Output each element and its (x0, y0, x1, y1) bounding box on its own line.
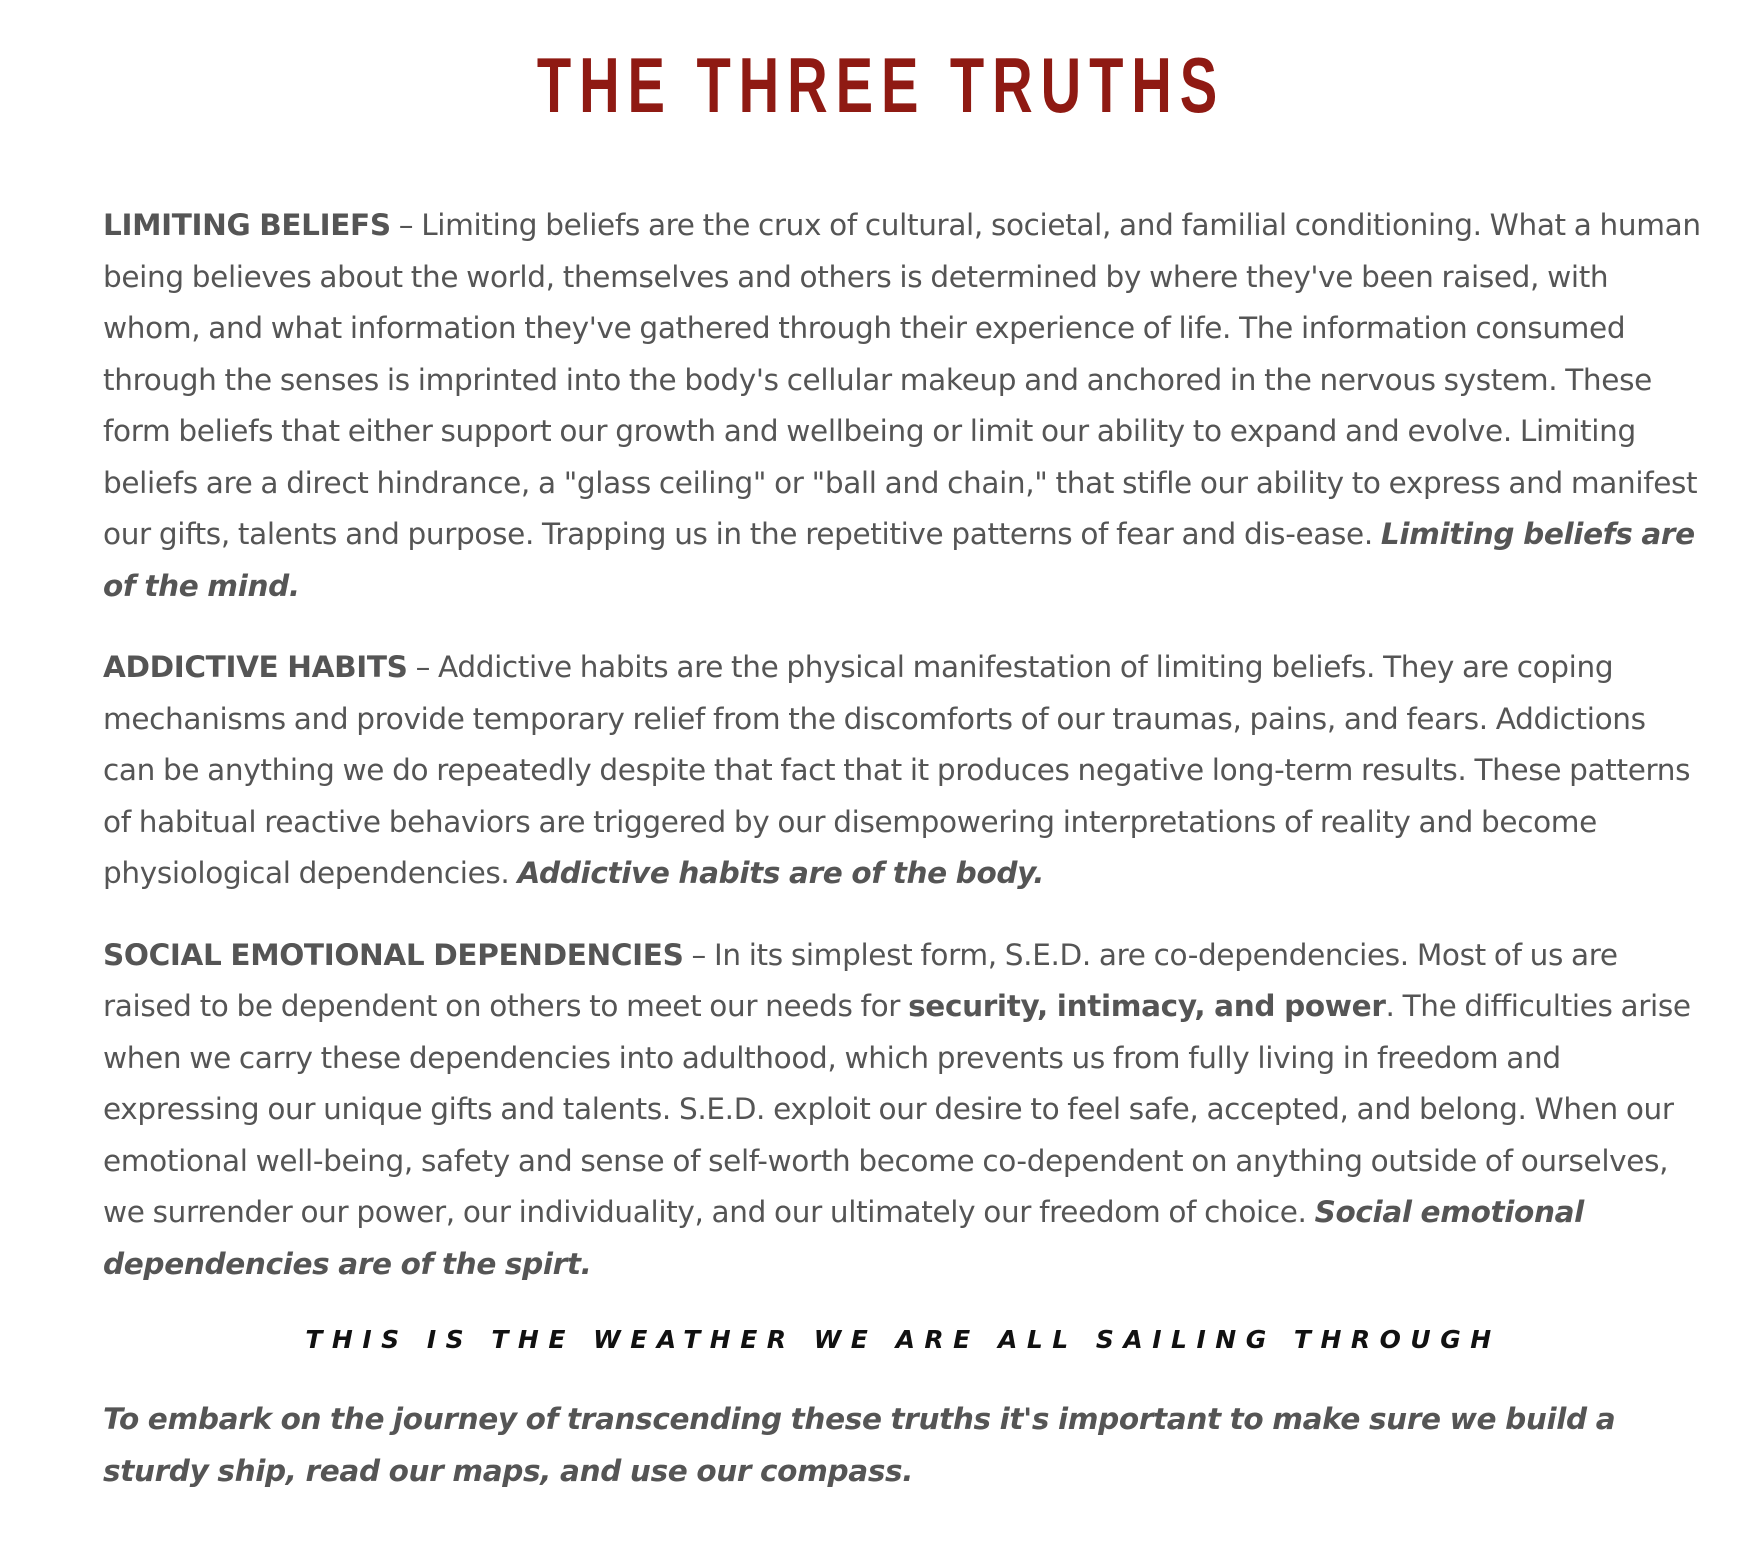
section-body-after: . The difficulties arise when we carry these dependencies into adulthood, which prevents us from fully living in freedom and expressing our unique gifts and talents. S.E.D. exploit our desire to feel safe, accepted, and belong. When our emotional well-being, safety and sense of self-worth become co-dependent on anything outside of ourselves, we surrender our power, our individuality, and our ultimately our freedom of choice. (103, 989, 1691, 1229)
section-dash: – (407, 650, 439, 684)
section-heading: SOCIAL EMOTIONAL DEPENDENCIES (103, 937, 684, 972)
section-heading: LIMITING BELIEFS (103, 208, 391, 242)
section-body: Limiting beliefs are the crux of cultural, societal, and familial conditioning. What a human being believes about the world, themselves and others is determined by where they've been raised, with whom, and what information they've gathered through their experience of life. The information consumed through the senses is imprinted into the body's cellular makeup and anchored in the nervous system. These form beliefs that either support our growth and wellbeing or limit our ability to expand and evolve. Limiting beliefs are a direct hindrance, a "glass ceiling" or "ball and chain," that stifle our ability to express and manifest our gifts, talents and purpose. Trapping us in the repetitive patterns of fear and dis-ease. (103, 208, 1701, 551)
section-dash: – (390, 208, 422, 242)
section-body-before: In its simplest form, S.E.D. are co-dependencies. Most of us are raised to be dependent on others to meet our needs for (103, 937, 1618, 1023)
section-emphasis: Social emotional dependencies are of the spirt. (103, 1195, 1584, 1281)
section-body: Addictive habits are the physical manifestation of limiting beliefs. They are coping mechanisms and provide temporary relief from the discomforts of our traumas, pains, and fears. Addictions can be anything we do repeatedly despite that fact that it produces negative long-term results. These patterns of habitual reactive behaviors are triggered by our disempowering interpretations of reality and become physiological dependencies. (103, 650, 1691, 890)
section-heading: ADDICTIVE HABITS (103, 650, 408, 684)
section-emphasis: Addictive habits are of the body. (517, 856, 1045, 890)
tagline: THIS IS THE WEATHER WE ARE ALL SAILING THROUGH (305, 1325, 1501, 1354)
section-social-emotional-dependencies (103, 930, 1703, 1291)
section-dash: – (683, 937, 714, 972)
page-title: THE THREE TRUTHS (536, 41, 1226, 129)
main-content (103, 200, 1703, 1497)
section-limiting-beliefs (103, 200, 1703, 612)
section-strong-text: security, intimacy, and power (908, 989, 1386, 1023)
closing-statement: To embark on the journey of transcending these truths it's important to make sure we build a sturdy ship, read our maps, and use our compass. (103, 1402, 1616, 1488)
section-emphasis: Limiting beliefs are of the mind. (103, 517, 1695, 603)
section-addictive-habits (103, 642, 1703, 900)
